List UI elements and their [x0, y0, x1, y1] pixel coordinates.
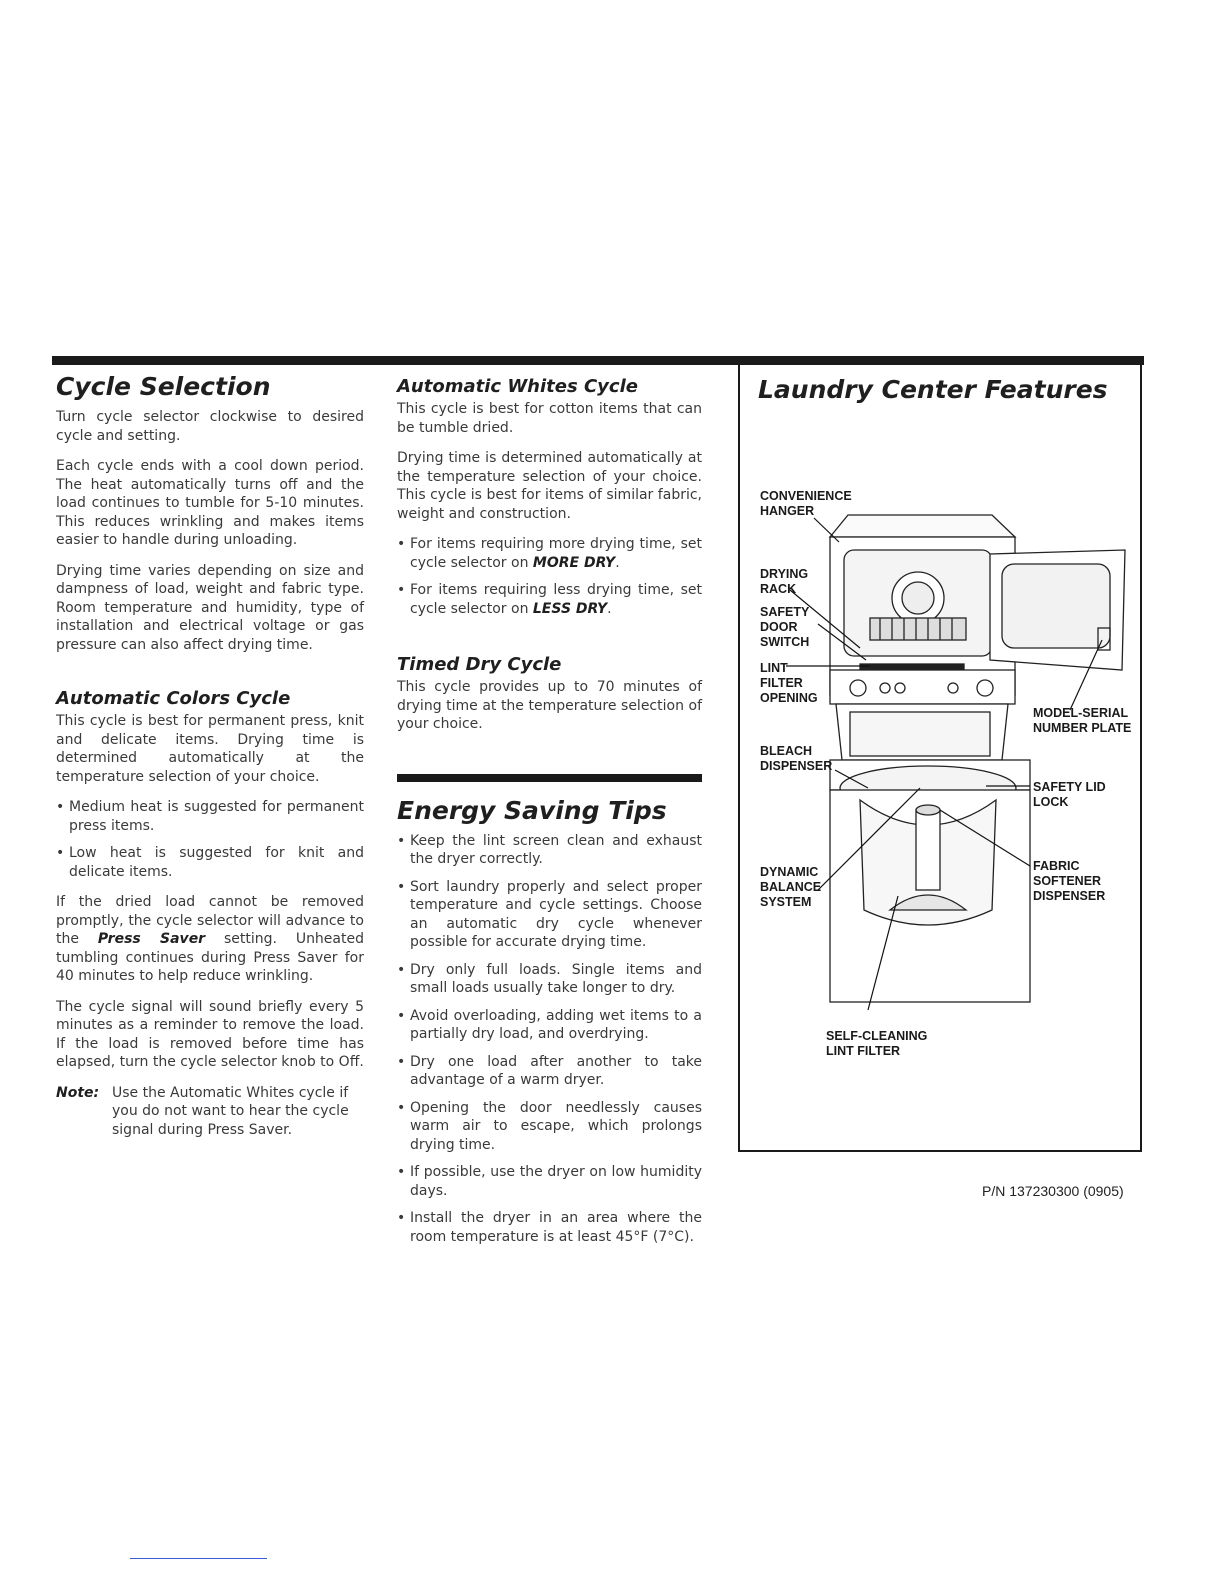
part-number: P/N 137230300 (0905): [982, 1183, 1124, 1199]
top-rule: [52, 356, 1144, 365]
list-item: • For items requiring less drying time, set cycle selector on LESS DRY.: [397, 581, 702, 618]
cycle-selection-heading: Cycle Selection: [56, 372, 271, 401]
automatic-whites-p2: Drying time is determined automatically at the temperature selection of your choice. This cycle is best for items of similar fabric, weight and construction.: [397, 450, 702, 522]
label-dynamic-balance: DYNAMIC BALANCE SYSTEM: [760, 865, 822, 909]
list-item: • Dry only full loads. Single items and small loads usually take longer to dry.: [397, 961, 702, 998]
timed-dry-heading: Timed Dry Cycle: [397, 654, 562, 675]
label-safety-door-switch: SAFETY DOOR SWITCH: [760, 605, 810, 649]
automatic-colors-p2: If the dried load cannot be removed promptly, the cycle selector will advance to the Press Saver setting. Unheated tumbling continues during Press Saver for 40 minutes to help reduce wrinkling.: [56, 894, 364, 984]
list-item: • Sort laundry properly and select proper temperature and cycle settings. Choose an automatic dry cycle whenever possible for accurate drying time.: [397, 878, 702, 952]
automatic-whites-heading: Automatic Whites Cycle: [397, 376, 638, 397]
cycle-selection-p2: Each cycle ends with a cool down period. The heat automatically turns off and the load continues to tumble for 5-10 minutes. This reduces wrinkling and makes items easier to handle during unloading.: [56, 458, 364, 548]
cycle-selection-p3: Drying time varies depending on size and dampness of load, weight and fabric type. Room temperature and humidity, type of installation and electrical voltage or gas pressure can also affect drying time.: [56, 562, 364, 653]
list-item: • For items requiring more drying time, set cycle selector on MORE DRY.: [397, 535, 702, 572]
column-left: [56, 372, 364, 1139]
note-text: Use the Automatic Whites cycle if you do not want to hear the cycle signal during Press Saver.: [112, 1084, 349, 1138]
energy-tips-list: [397, 832, 702, 1247]
cycle-selection-p1: Turn cycle selector clockwise to desired cycle and setting.: [56, 409, 364, 444]
list-item: • Keep the lint screen clean and exhaust the dryer correctly.: [397, 832, 702, 869]
press-saver-emphasis: Press Saver: [97, 931, 206, 947]
column-middle: [397, 376, 702, 1258]
list-item: • Medium heat is suggested for permanent press items.: [56, 798, 364, 835]
timed-dry-p1: This cycle provides up to 70 minutes of drying time at the temperature selection of your choice.: [397, 679, 702, 732]
label-bleach-dispenser: BLEACH DISPENSER: [760, 744, 833, 773]
list-item: • Install the dryer in an area where the room temperature is at least 45°F (7°C).: [397, 1209, 702, 1246]
automatic-colors-bullets: [56, 798, 364, 881]
label-drying-rack: DRYING RACK: [760, 567, 809, 596]
note-label: Note:: [56, 1084, 100, 1101]
note: [56, 1084, 364, 1140]
automatic-whites-p1: This cycle is best for cotton items that can be tumble dried.: [397, 401, 702, 436]
list-item: • If possible, use the dryer on low humidity days.: [397, 1163, 702, 1200]
energy-tips-heading: Energy Saving Tips: [397, 795, 667, 825]
automatic-colors-p3: The cycle signal will sound briefly every 5 minutes as a reminder to remove the load. If the load is removed before time has elapsed, turn the cycle selector knob to Off.: [56, 998, 364, 1070]
list-item: • Dry one load after another to take advantage of a warm dryer.: [397, 1053, 702, 1090]
label-convenience-hanger: CONVENIENCE HANGER: [760, 489, 852, 518]
list-item: • Opening the door needlessly causes warm air to escape, which prolongs drying time.: [397, 1099, 702, 1155]
label-model-serial: MODEL-SERIAL NUMBER PLATE: [1033, 706, 1132, 735]
list-item: • Avoid overloading, adding wet items to a partially dry load, and overdrying.: [397, 1007, 702, 1044]
label-safety-lid-lock: SAFETY LID LOCK: [1033, 780, 1106, 809]
list-item: • Low heat is suggested for knit and delicate items.: [56, 844, 364, 881]
features-heading: Laundry Center Features: [758, 375, 1108, 404]
automatic-colors-p1: This cycle is best for permanent press, knit and delicate items. Drying time is determined automatically at the temperature selection of your choice.: [56, 713, 364, 785]
automatic-whites-bullets: [397, 535, 702, 618]
section-rule: [397, 774, 702, 782]
footer-link-line: [130, 1558, 267, 1559]
label-lint-filter-opening: LINT FILTER OPENING: [760, 661, 818, 705]
label-self-cleaning-lint-filter: SELF-CLEANING LINT FILTER: [826, 1029, 928, 1058]
automatic-colors-heading: Automatic Colors Cycle: [56, 688, 291, 709]
label-fabric-softener: FABRIC SOFTENER DISPENSER: [1033, 859, 1106, 903]
